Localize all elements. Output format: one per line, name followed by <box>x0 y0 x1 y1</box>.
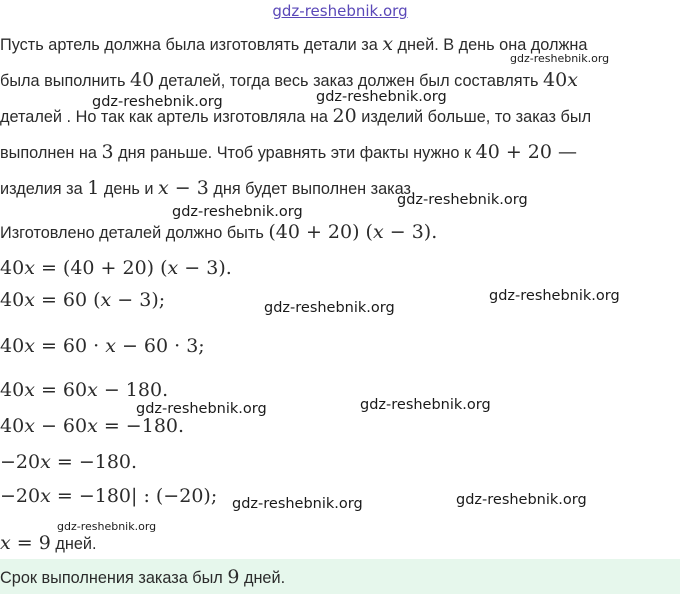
equation-6 <box>0 452 137 472</box>
math-var: x <box>0 532 11 554</box>
math-number: 40 <box>0 379 25 401</box>
text: Пусть артель должна была изготовлять детали за <box>0 36 383 54</box>
watermark: gdz-reshebnik.org <box>316 89 447 105</box>
text-line-4 <box>0 142 577 163</box>
math-var: x <box>167 257 179 279</box>
math-var: x <box>24 379 35 401</box>
text: Изготовлено деталей должно быть <box>0 224 269 242</box>
math-expression: = (40 + 20) ( <box>34 257 168 279</box>
text: была выполнить <box>0 72 131 90</box>
math-expression: = −180. <box>50 451 138 473</box>
math-expression: − 3). <box>178 257 232 279</box>
math-expression: (40 + 20) ( <box>268 221 373 243</box>
math-expression: = 60 ( <box>34 289 101 311</box>
math-number: −20 <box>0 485 41 507</box>
watermark: gdz-reshebnik.org <box>397 192 528 208</box>
text: изделий больше, то заказ был <box>356 108 592 126</box>
math-number: −20 <box>0 451 41 473</box>
math-number: 40 <box>0 289 25 311</box>
math-var: x <box>24 289 35 311</box>
text: дня будет выполнен заказ. <box>208 180 416 198</box>
math-expression: = 60 <box>34 379 88 401</box>
answer-text <box>0 567 285 588</box>
equation-4 <box>0 380 168 400</box>
math-expression: = 60 · <box>34 335 106 357</box>
math-number: 3 <box>101 141 114 163</box>
math-expression: − 180. <box>97 379 169 401</box>
watermark: gdz-reshebnik.org <box>510 52 610 65</box>
watermark: gdz-reshebnik.org <box>57 520 157 533</box>
text: Срок выполнения заказа был <box>0 569 228 587</box>
math-expression: = −180| : (−20); <box>50 485 218 507</box>
math-var: x <box>567 69 578 91</box>
math-number: 1 <box>87 177 100 199</box>
math-var: x <box>158 177 169 199</box>
text-line-1 <box>0 34 587 55</box>
math-expression: = 9 <box>10 532 51 554</box>
site-watermark-link[interactable]: gdz-reshebnik.org <box>272 2 408 20</box>
math-var: x <box>105 335 116 357</box>
math-number: 20 <box>332 105 357 127</box>
math-var: x <box>87 415 98 437</box>
math-var: x <box>87 379 98 401</box>
text: дней. <box>239 569 286 587</box>
watermark: gdz-reshebnik.org <box>232 496 363 512</box>
math-var: x <box>372 221 384 243</box>
text: деталей . Но так как артель изготовляла на <box>0 108 333 126</box>
math-var: x <box>24 257 35 279</box>
equation-5 <box>0 416 184 436</box>
text: деталей, тогда весь заказ должен был составлять <box>154 72 544 90</box>
watermark: gdz-reshebnik.org <box>92 94 223 110</box>
text-line-5 <box>0 178 416 199</box>
text: дней. В день она должна <box>393 36 588 54</box>
math-expression: − 60 · 3; <box>115 335 205 357</box>
math-var: x <box>40 485 51 507</box>
math-number: 40 <box>130 69 155 91</box>
math-number: 40 <box>0 257 25 279</box>
text: день и <box>99 180 158 198</box>
text: дня раньше. Чтоб уравнять эти факты нужно к <box>113 144 476 162</box>
math-var: x <box>40 451 51 473</box>
text: изделия за <box>0 180 88 198</box>
math-var: x <box>24 335 35 357</box>
equation-2 <box>0 290 165 310</box>
math-var: x <box>100 289 112 311</box>
equation-7 <box>0 486 217 506</box>
math-expression: 40 + 20 — <box>475 141 578 163</box>
equation-8 <box>0 533 97 554</box>
answer-box <box>0 559 680 594</box>
watermark: gdz-reshebnik.org <box>136 401 267 417</box>
math-expression: − 60 <box>34 415 88 437</box>
watermark: gdz-reshebnik.org <box>456 492 587 508</box>
math-number: 40 <box>0 335 25 357</box>
math-number: 40 <box>543 69 568 91</box>
text-line-6 <box>0 222 437 243</box>
math-var: x <box>382 33 394 55</box>
equation-1 <box>0 258 232 278</box>
math-number: 9 <box>227 566 240 588</box>
text: дней. <box>50 535 97 553</box>
math-expression: − 3). <box>383 221 438 243</box>
text: выполнен на <box>0 144 102 162</box>
math-expression: = −180. <box>97 415 185 437</box>
watermark: gdz-reshebnik.org <box>264 300 395 316</box>
equation-3 <box>0 336 205 356</box>
text-line-3 <box>0 106 591 127</box>
math-var: x <box>24 415 35 437</box>
watermark: gdz-reshebnik.org <box>489 288 620 304</box>
math-number: 40 <box>0 415 25 437</box>
math-expression: − 3); <box>111 289 166 311</box>
math-expression: − 3 <box>168 177 209 199</box>
text-line-2 <box>0 70 578 91</box>
watermark: gdz-reshebnik.org <box>172 204 303 220</box>
watermark: gdz-reshebnik.org <box>360 397 491 413</box>
